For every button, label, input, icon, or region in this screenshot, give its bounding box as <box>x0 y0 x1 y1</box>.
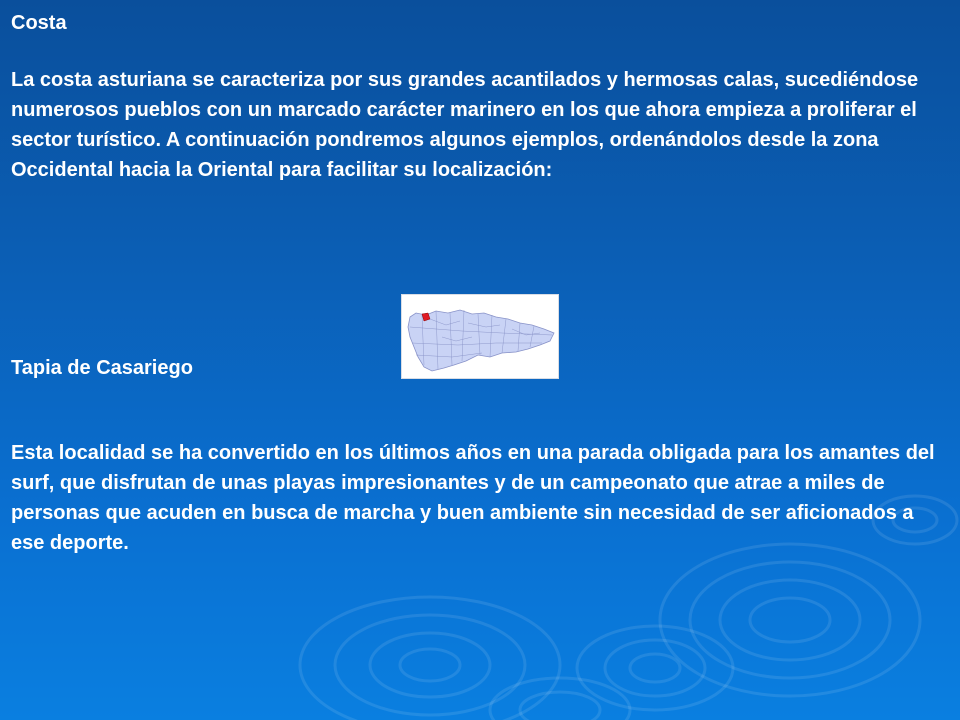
place-description: Esta localidad se ha convertido en los últimos años en una parada obligada para los amantes del surf, que disfrutan de unas playas impresionantes y de un campeonato que atrae a miles de personas que acuden en busca de marcha y buen ambiente sin necesidad de ser aficionados a ese deporte. <box>11 442 941 554</box>
slide-title: Costa <box>11 12 67 34</box>
section-heading-place: Tapia de Casariego <box>11 357 193 379</box>
intro-paragraph: La costa asturiana se caracteriza por sus grandes acantilados y hermosas calas, sucediéndose numerosos pueblos con un marcado carácter marinero en los que ahora empieza a proliferar el sector turístico. A continuación pondremos algunos ejemplos, ordenándolos desde la zona Occidental hacia la Oriental para facilitar su localización: <box>11 69 924 181</box>
